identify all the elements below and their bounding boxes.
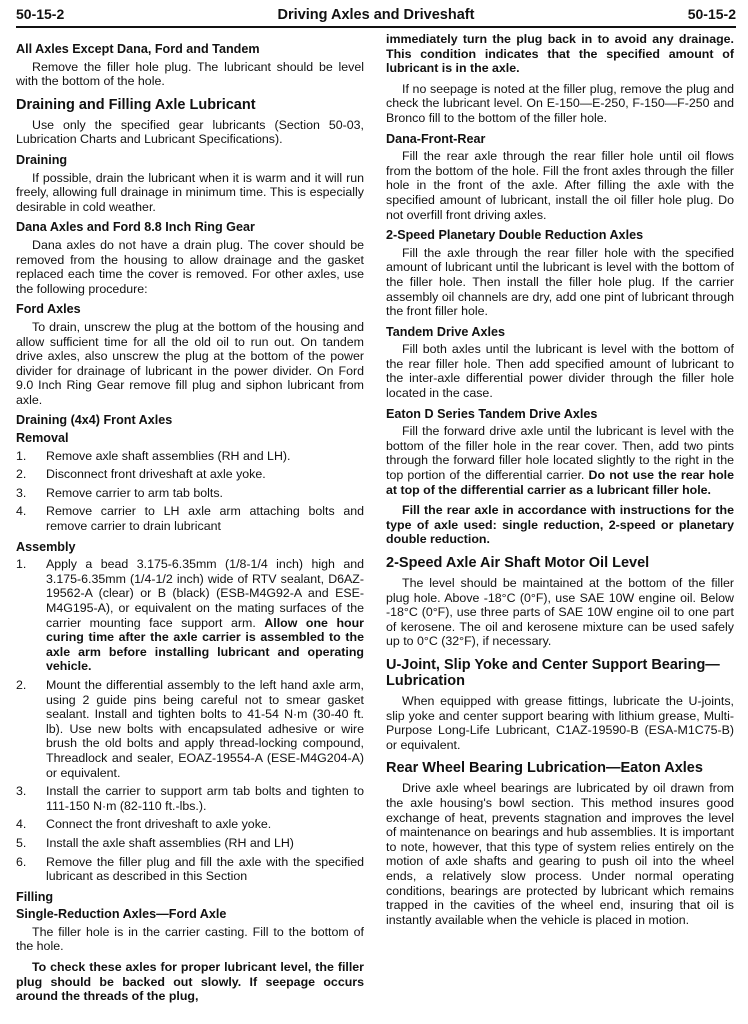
list-item — [16, 784, 364, 813]
step-number: 4. — [16, 817, 27, 832]
step-number: 5. — [16, 835, 27, 850]
step-number: 6. — [16, 854, 27, 869]
page-number-right: 50-15-2 — [687, 6, 736, 22]
step-text-emphasis: Allow one hour curing time after the axle carrier is assembled to the axle arm before installing lubricant and operating vehicle. — [46, 615, 365, 674]
step-text: Mount the differential assembly to the left hand axle arm, using 2 guide pins being careful not to smear gasket sealant. Install and tighten bolts to 41-54 N·m (30-40 ft. lb). Use new bolts with encapsulated adhesive or wire brush the old bolts and apply thread-locking compound, Threadlock and sealer, EOAZ-19554-A (ESE-M4G204-A) or equivalent. — [46, 677, 364, 780]
step-number: 2. — [16, 467, 27, 482]
section-heading: Draining and Filling Axle Lubricant — [16, 96, 256, 113]
caution-paragraph: Fill the rear axle in accordance with instructions for the type of axle used: single reduction, 2-speed or planetary double reduction. — [386, 503, 734, 547]
caution-paragraph: To check these axles for proper lubricant level, the filler plug should be backed out slowly. If seepage occurs around the threads of the plug, — [16, 960, 364, 1004]
step-text: Remove carrier to arm tab bolts. — [46, 485, 223, 500]
subsection-heading: Draining — [16, 152, 68, 167]
assembly-steps — [16, 557, 364, 883]
paragraph: Use only the specified gear lubricants (Section 50-03, Lubrication Charts and Lubricant Specifications). — [16, 117, 364, 147]
subsection-heading: Ford Axles — [16, 302, 81, 317]
list-item — [16, 449, 364, 464]
subsection-heading: Draining (4x4) Front Axles — [16, 413, 173, 428]
subsection-heading: Dana Axles and Ford 8.8 Inch Ring Gear — [16, 220, 255, 235]
subsection-heading: Filling — [16, 889, 54, 904]
step-text: Disconnect front driveshaft at axle yoke. — [46, 467, 266, 482]
paragraph: Dana axles do not have a drain plug. The cover should be removed from the housing to allow drainage and the gasket replaced each time the cover is removed. For other axles, use the following procedure: — [16, 237, 364, 296]
paragraph-text: Fill the forward drive axle until the lubricant is level with the bottom of the filler hole in the rear cover. Then, add two pints through the forward filler hole located slightly to the right in the top portion of the differential carrier. — [386, 424, 734, 483]
content-columns — [16, 32, 736, 1010]
paragraph: When equipped with grease fittings, lubricate the U-joints, slip yoke and center support bearing with lithium grease, Multi-Purpose Long-Life Lubricant, C1AZ-19590-B (ESA-M1C75-B) or equivalent. — [386, 693, 734, 752]
step-number: 3. — [16, 784, 27, 799]
list-item — [16, 678, 364, 780]
step-text — [46, 557, 364, 674]
removal-steps — [16, 449, 364, 534]
paragraph: If possible, drain the lubricant when it is warm and it will run freely, allowing full drainage in minimum time. This is especially desirable in cold weather. — [16, 170, 364, 214]
caution-paragraph-continued: immediately turn the plug back in to avoid any drainage. This condition indicates that the specified amount of lubricant is in the axle. — [386, 32, 734, 76]
step-number: 1. — [16, 557, 27, 572]
page-number-left: 50-15-2 — [16, 6, 65, 22]
step-text: Connect the front driveshaft to axle yoke. — [46, 817, 272, 832]
step-text: Remove carrier to LH axle arm attaching bolts and remove carrier to drain lubricant — [46, 504, 364, 534]
list-item — [16, 504, 364, 533]
paragraph: Remove the filler hole plug. The lubricant should be level with the bottom of the hole. — [16, 59, 364, 89]
paragraph: Fill both axles until the lubricant is level with the bottom of the rear filler hole. Then add specified amount of lubricant to the inter-axle differential power divider through the filler hole located in the case. — [386, 342, 734, 401]
subsection-heading: Dana-Front-Rear — [386, 131, 486, 146]
paragraph: Fill the axle through the rear filler hole with the specified amount of lubricant until the lubricant is level with the bottom of the filler hole. Then install the filler hole plug. If the carrier assembly oil channels are dry, add one pint of lubricant through the front filler hole. — [386, 245, 734, 319]
subsection-heading: Single-Reduction Axles—Ford Axle — [16, 907, 227, 922]
list-item — [16, 467, 364, 482]
paragraph: If no seepage is noted at the filler plug, remove the plug and check the lubricant level. On E-150—E-250, F-150—F-250 and Bronco fill to the bottom of the filler hole. — [386, 81, 734, 125]
paragraph: The filler hole is in the carrier casting. Fill to the bottom of the hole. — [16, 924, 364, 954]
section-heading: 2-Speed Axle Air Shaft Motor Oil Level — [386, 555, 650, 571]
page-header — [16, 6, 736, 28]
step-number: 2. — [16, 677, 27, 692]
subsection-heading: Assembly — [16, 539, 76, 554]
list-item — [16, 817, 364, 832]
section-heading: U-Joint, Slip Yoke and Center Support Bearing—Lubrication — [386, 656, 720, 689]
section-heading: All Axles Except Dana, Ford and Tandem — [16, 42, 260, 56]
step-text: Remove the filler plug and fill the axle with the specified lubricant as described in this Section — [46, 854, 364, 884]
step-number: 1. — [16, 448, 27, 463]
list-item — [16, 486, 364, 501]
paragraph: Fill the rear axle through the rear filler hole until oil flows from the bottom of the hole. Fill the front axles through the filler hole in the front of the axle. After filling the axle with the specified amount of lubricant, install the oil filler hole plug. Do not overfill front driving axles. — [386, 149, 734, 222]
step-number: 4. — [16, 504, 27, 519]
paragraph-emphasis: Do not use the rear hole at top of the differential carrier as a lubricant filler hole. — [386, 468, 734, 497]
step-number: 3. — [16, 485, 27, 500]
paragraph: The level should be maintained at the bottom of the filler plug hole. Above -18°C (0°F), use SAE 10W engine oil. Below -18°C (0°F), use three parts of SAE 10W engine oil to one part of kerosene. The oil and kerosene mixture can be used safely up to 0°C (32°F), if necessary. — [386, 576, 734, 649]
subsection-heading: Eaton D Series Tandem Drive Axles — [386, 406, 598, 421]
step-text: Install the carrier to support arm tab bolts and tighten to 111-150 N·m (82-110 ft.-lbs.). — [46, 784, 364, 813]
step-text: Install the axle shaft assemblies (RH and LH) — [46, 835, 294, 850]
page-title: Driving Axles and Driveshaft — [277, 7, 475, 23]
section-heading: Rear Wheel Bearing Lubrication—Eaton Axles — [386, 760, 703, 777]
list-item — [16, 855, 364, 884]
list-item — [16, 836, 364, 851]
subsection-heading: 2-Speed Planetary Double Reduction Axles — [386, 228, 644, 243]
left-column — [16, 42, 364, 1010]
list-item — [16, 557, 364, 674]
paragraph: Drive axle wheel bearings are lubricated by oil drawn from the axle housing's bowl section. This method insures good exchange of heat, prevents stagnation and improves the level of maintenance on bearings and hub assemblies. It is important to note, however, that this type of system relies entirely on the motion of axle shafts and gearing to push oil into the wheel ends, a relatively slow process. Under normal operating conditions, bearings are protected by lubricant which remains trapped in the cavities of the wheel end, insuring that oil is instantly available when the vehicle is placed in motion. — [386, 781, 734, 927]
step-text: Remove axle shaft assemblies (RH and LH). — [46, 448, 291, 463]
right-column — [386, 32, 734, 1010]
subsection-heading: Removal — [16, 431, 69, 446]
subsection-heading: Tandem Drive Axles — [386, 324, 505, 339]
step-text-normal: Apply a bead 3.175-6.35mm (1/8-1/4 inch) high and 3.175-6.35mm (1/4-1/2 inch) wide of RTV sealant, D6AZ-19562-A (clear) or B (black) (ESB-M4G92-A and ESE-M4G195-A), or equivalent on the mating surfaces of the carrier mounting face support arm. — [46, 557, 364, 630]
paragraph: To drain, unscrew the plug at the bottom of the housing and allow sufficient time for all the old oil to run out. On tandem drive axles, also unscrew the plug at the bottom of the power divider for drainage of lubricant in the power divider. On Ford 9.0 Inch Ring Gear remove fill plug and siphon lubricant from axle. — [16, 319, 364, 407]
paragraph — [386, 424, 734, 497]
